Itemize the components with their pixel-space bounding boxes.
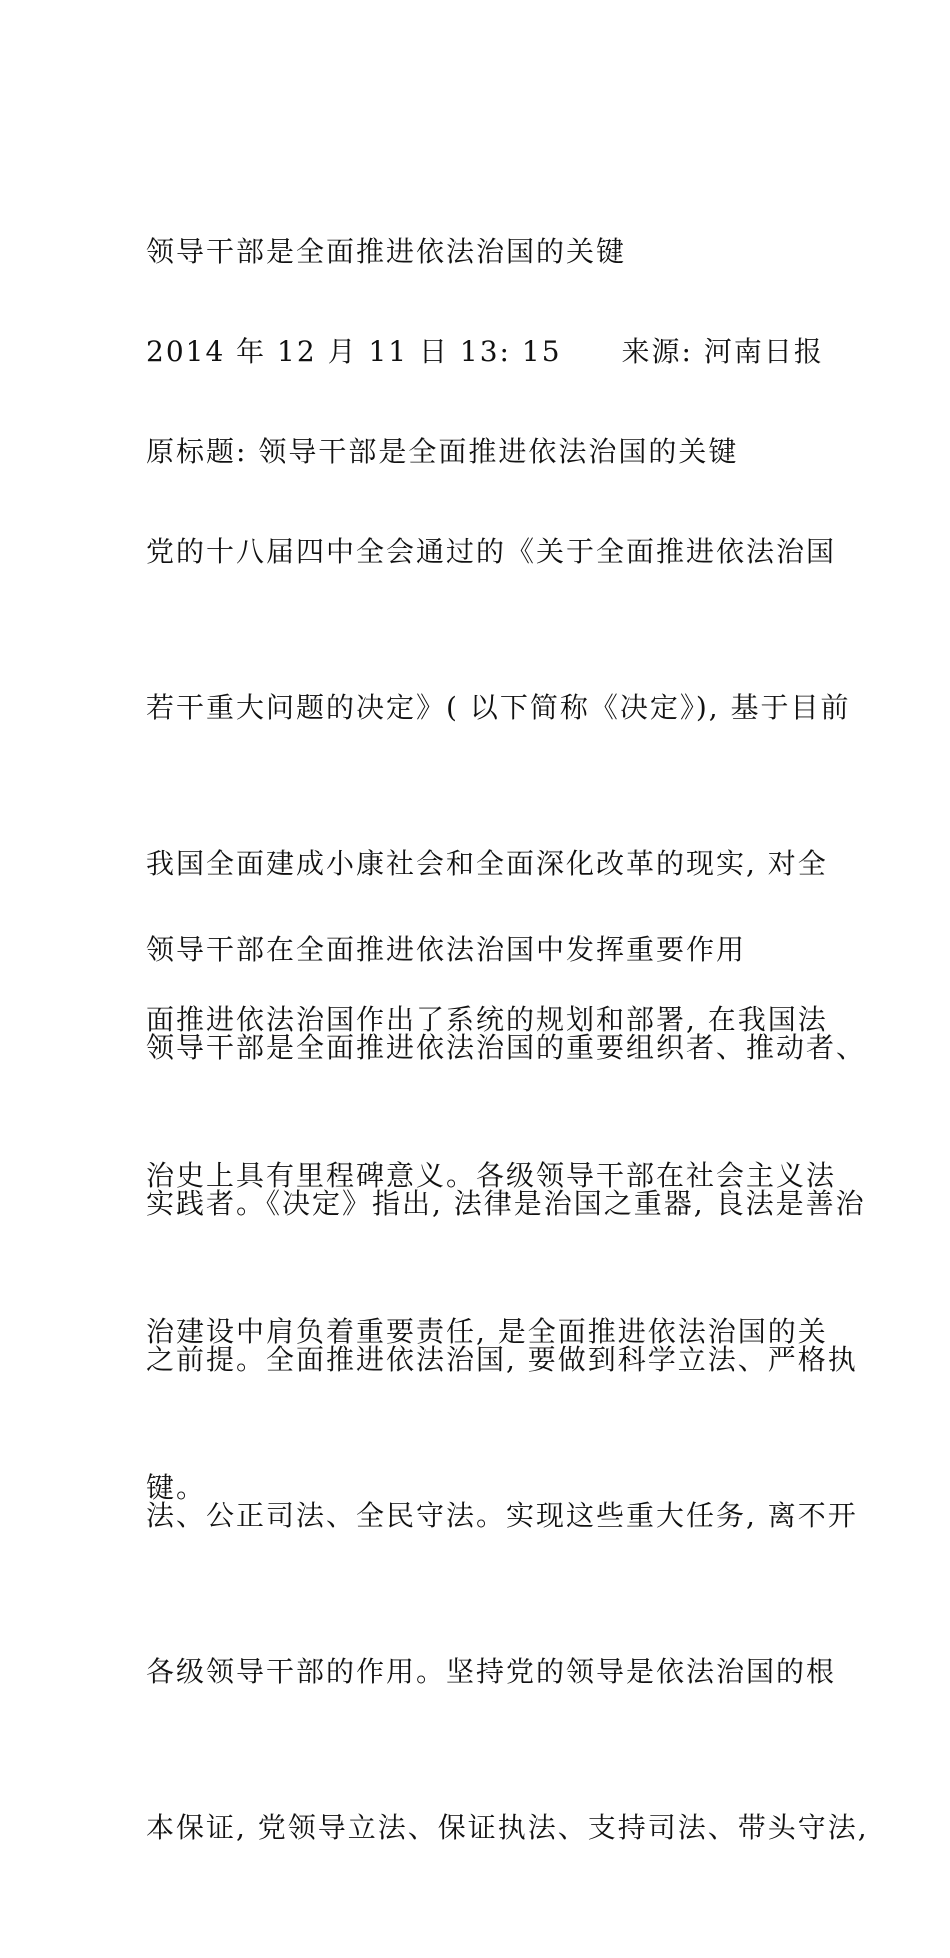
paragraph-body (146, 918, 869, 1958)
paragraph-line: 领导干部是全面推进依法治国的重要组织者、推动者、 (146, 1031, 867, 1064)
paragraph-line: 键。 (146, 1471, 207, 1504)
paragraph-line: 之前提。全面推进依法治国, 要做到科学立法、严格执 (146, 1343, 858, 1376)
paragraph-line: 面推进依法治国作出了系统的规划和部署, 在我国法 (146, 1003, 828, 1036)
paragraph-line: 法、公正司法、全民守法。实现这些重大任务, 离不开 (146, 1499, 858, 1532)
title-text: 领导干部是全面推进依法治国的关键 (146, 235, 627, 268)
date-source-text: 2014 年 12 月 11 日 13: 15 来源: 河南日报 (146, 335, 824, 368)
paragraph-line: 我国全面建成小康社会和全面深化改革的现实, 对全 (146, 847, 828, 880)
original-title-text: 原标题: 领导干部是全面推进依法治国的关键 (146, 435, 739, 468)
paragraph-line: 本保证, 党领导立法、保证执法、支持司法、带头守法, (146, 1811, 869, 1844)
paragraph-line: 党的十八届四中全会通过的《关于全面推进依法治国 (146, 535, 837, 568)
paragraph-line: 治建设中肩负着重要责任, 是全面推进依法治国的关 (146, 1315, 828, 1348)
paragraph-line: 若干重大问题的决定》( 以下简称《决定》), 基于目前 (146, 691, 851, 724)
section-heading-text: 领导干部在全面推进依法治国中发挥重要作用 (146, 933, 747, 966)
paragraph-line: 治史上具有里程碑意义。各级领导干部在社会主义法 (146, 1159, 837, 1192)
paragraph-line: 实践者。《决定》指出, 法律是治国之重器, 良法是善治 (146, 1187, 866, 1220)
paragraph-line: 各级领导干部的作用。坚持党的领导是依法治国的根 (146, 1655, 837, 1688)
